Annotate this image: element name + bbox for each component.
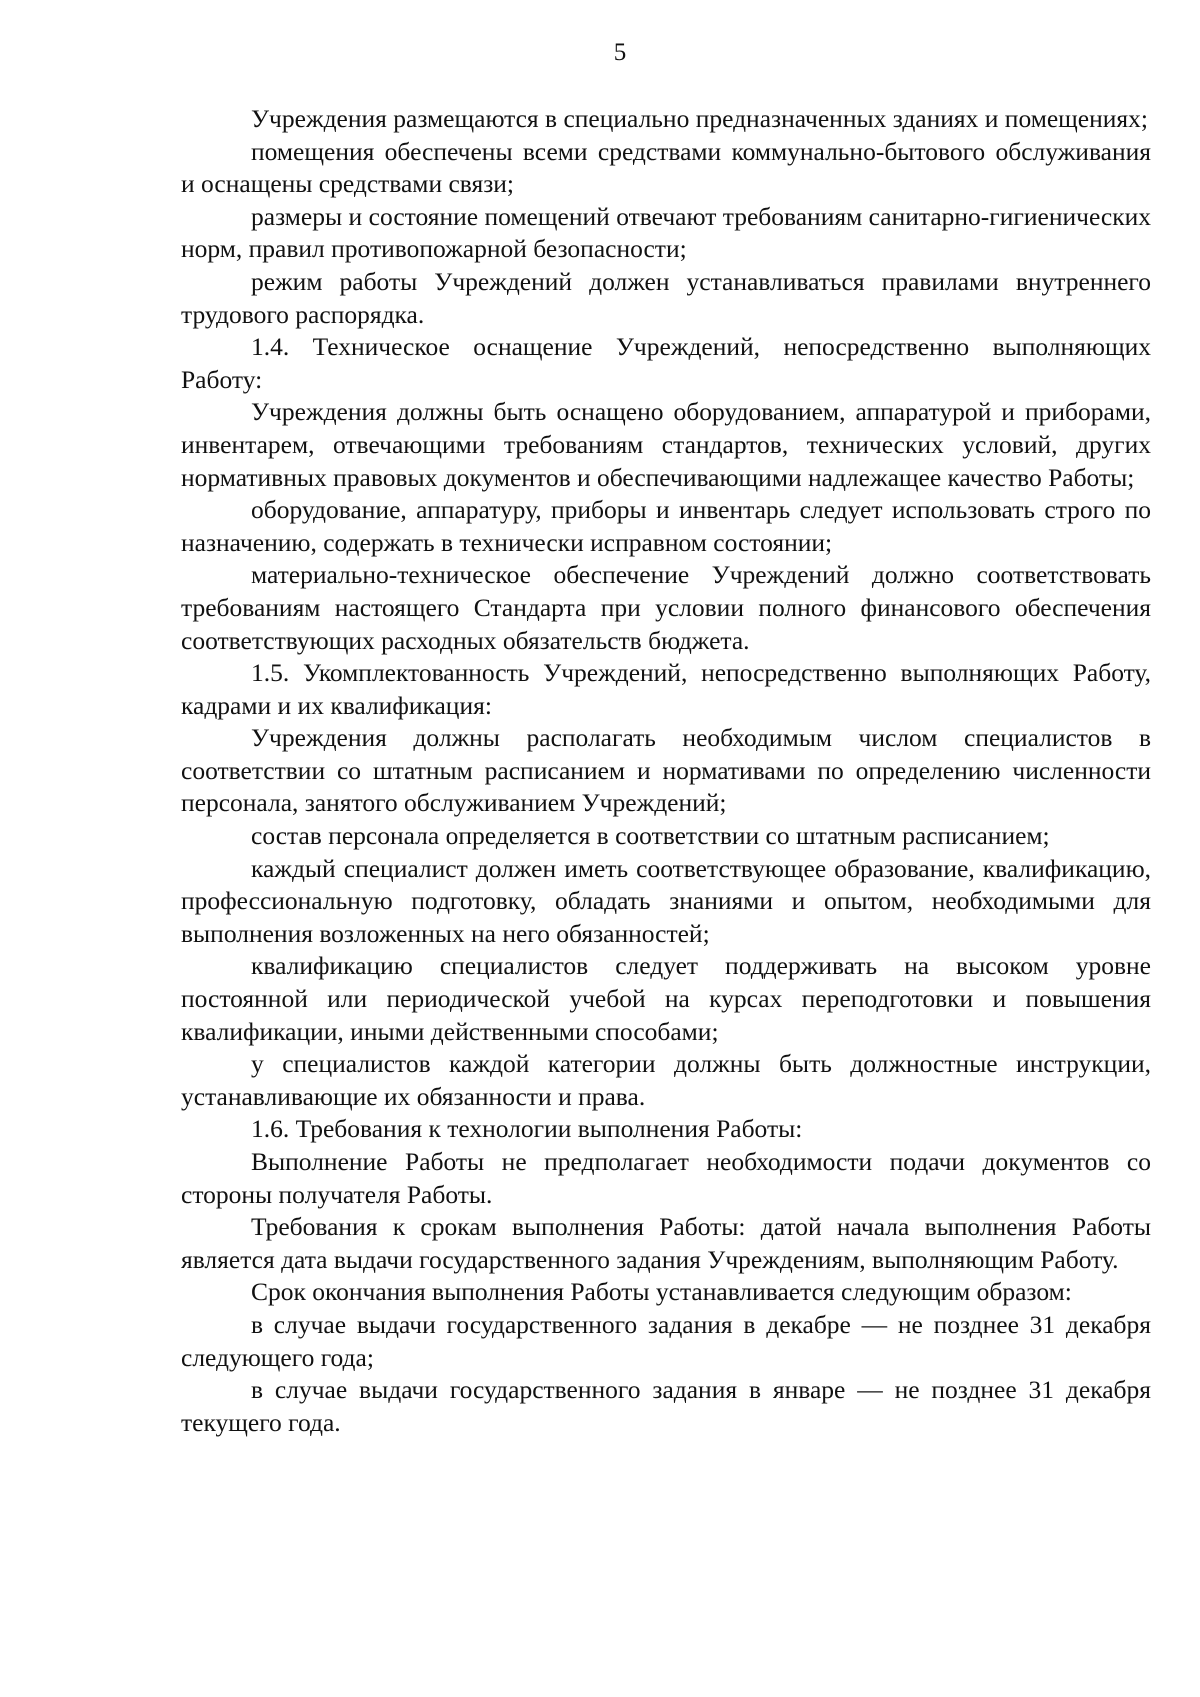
paragraph: в случае выдачи государственного задания в январе — не позднее 31 декабря текущего года. <box>181 1375 1151 1437</box>
paragraph: квалификацию специалистов следует поддерживать на высоком уровне постоянной или периодической учебой на курсах переподготовки и повышения квалификации, иными действенными способами; <box>181 951 1151 1046</box>
paragraph: Учреждения должны быть оснащено оборудованием, аппаратурой и приборами, инвентарем, отвечающими требованиям стандартов, технических условий, других нормативных правовых документов и обеспечивающими надлежащее качество Работы; <box>181 397 1151 492</box>
paragraph: помещения обеспечены всеми средствами коммунально-бытового обслуживания и оснащены средствами связи; <box>181 136 1151 199</box>
paragraph: у специалистов каждой категории должны быть должностные инструкции, устанавливающие их обязанности и права. <box>181 1049 1151 1111</box>
paragraph: Выполнение Работы не предполагает необходимости подачи документов со стороны получателя Работы. <box>181 1147 1151 1209</box>
paragraph: Учреждения размещаются в специально предназначенных зданиях и помещениях; <box>251 104 1148 133</box>
page-number: 5 <box>613 39 627 66</box>
paragraph: Требования к срокам выполнения Работы: датой начала выполнения Работы является дата выдачи государственного задания Учреждениям, выполняющим Работу. <box>181 1212 1151 1274</box>
paragraph: оборудование, аппаратуру, приборы и инвентарь следует использовать строго по назначению, содержать в технически исправном состоянии; <box>181 495 1151 557</box>
document-body <box>181 103 1151 1439</box>
paragraph: режим работы Учреждений должен устанавливаться правилами внутреннего трудового распорядка. <box>181 266 1151 329</box>
paragraph: состав персонала определяется в соответствии со штатным расписанием; <box>251 821 1050 851</box>
paragraph: каждый специалист должен иметь соответствующее образование, квалификацию, профессиональную подготовку, обладать знаниями и опытом, необходимыми для выполнения возложенных на него обязанностей; <box>181 853 1151 948</box>
paragraph: в случае выдачи государственного задания в декабре — не позднее 31 декабря следующего года; <box>181 1309 1151 1372</box>
paragraph: Учреждения должны располагать необходимым числом специалистов в соответствии со штатным расписанием и нормативами по определению численности персонала, занятого обслуживанием Учреждений; <box>181 723 1151 818</box>
paragraph: Срок окончания выполнения Работы устанавливается следующим образом: <box>251 1277 1072 1307</box>
paragraph: материально-техническое обеспечение Учреждений должно соответствовать требованиям настоящего Стандарта при условии полного финансового обеспечения соответствующих расходных обязательств бюджета. <box>181 560 1151 655</box>
section-heading-1-6: 1.6. Требования к технологии выполнения Работы: <box>251 1114 803 1144</box>
paragraph: размеры и состояние помещений отвечают требованиям санитарно-гигиенических норм, правил противопожарной безопасности; <box>181 201 1151 264</box>
section-heading-1-4: 1.4. Техническое оснащение Учреждений, непосредственно выполняющих Работу: <box>181 332 1151 394</box>
section-heading-1-5: 1.5. Укомплектованность Учреждений, непосредственно выполняющих Работу, кадрами и их квалификация: <box>181 658 1151 720</box>
